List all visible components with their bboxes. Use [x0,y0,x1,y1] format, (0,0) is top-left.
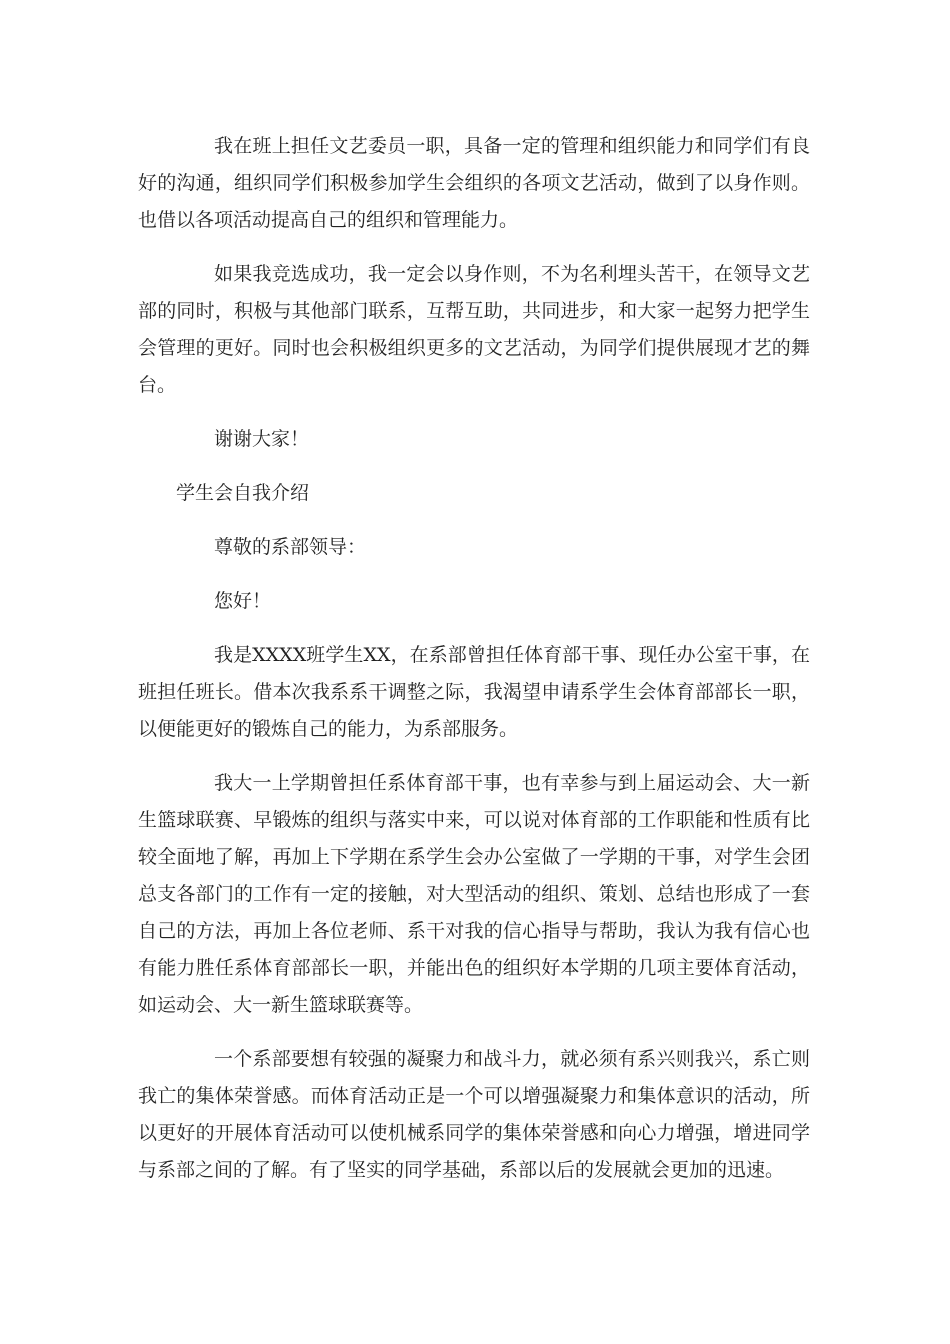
paragraph-3: 我是XXXX班学生XX，在系部曾担任体育部干事、现任办公室干事，在班担任班长。借本次我系系干调整之际，我渴望申请系学生会体育部部长一职，以便能更好的锻炼自己的能力，为系部服务。 [138,644,810,740]
paragraph-5: 一个系部要想有较强的凝聚力和战斗力，就必须有系兴则我兴，系亡则我亡的集体荣誉感。而体育活动正是一个可以增强凝聚力和集体意识的活动，所以更好的开展体育活动可以使机械系同学的集体荣誉感和向心力增强，增进同学与系部之间的了解。有了坚实的同学基础，系部以后的发展就会更加的迅速。 [138,1048,810,1181]
salutation: 尊敬的系部领导： [214,536,367,558]
greeting: 您好！ [214,590,272,612]
paragraph-thanks: 谢谢大家！ [214,428,310,450]
paragraph-1: 我在班上担任文艺委员一职，具备一定的管理和组织能力和同学们有良好的沟通，组织同学们积极参加学生会组织的各项文艺活动，做到了以身作则。也借以各项活动提高自己的组织和管理能力。 [138,135,810,231]
paragraph-4: 我大一上学期曾担任系体育部干事，也有幸参与到上届运动会、大一新生篮球联赛、早锻炼的组织与落实中来，可以说对体育部的工作职能和性质有比较全面地了解，再加上下学期在系学生会办公室做了一学期的干事，对学生会团总支各部门的工作有一定的接触，对大型活动的组织、策划、总结也形成了一套自己的方法，再加上各位老师、系干对我的信心指导与帮助，我认为我有信心也有能力胜任系体育部部长一职，并能出色的组织好本学期的几项主要体育活动，如运动会、大一新生篮球联赛等。 [138,772,810,1016]
paragraph-2: 如果我竞选成功，我一定会以身作则，不为名利埋头苦干，在领导文艺部的同时，积极与其他部门联系，互帮互助，共同进步，和大家一起努力把学生会管理的更好。同时也会积极组织更多的文艺活动，为同学们提供展现才艺的舞台。 [138,263,810,396]
document-body [138,128,810,1206]
section-heading: 学生会自我介绍 [176,482,310,504]
